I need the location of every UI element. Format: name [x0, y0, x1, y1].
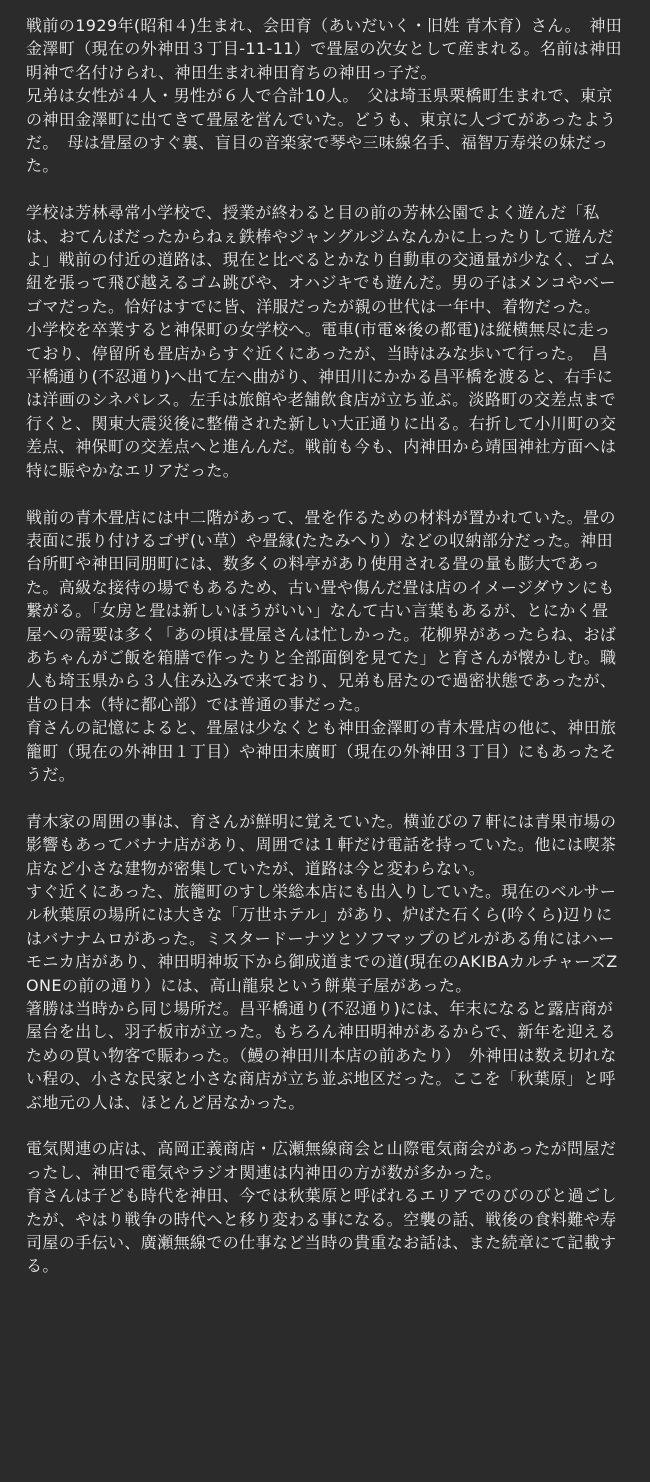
paragraph: 戦前の青木畳店には中二階があって、畳を作るための材料が置かれていた。畳の表面に張り付けるゴザ(い草）や畳縁(たたみへり）などの収納部分だった。神田台所町や神田同朋町には、数多くの料亭があり使用される畳の量も膨大であった。高級な接待の場でもあるため、古い畳や傷んだ畳は店のイメージダウンにも繋がる。「女房と畳は新しいほうがいい」なんて古い言葉もあるが、とにかく畳屋への需要は多く「あの頃は畳屋さんは忙しかった。花柳界があったらね、おばあちゃんがご飯を箱膳で作ったりと全部面倒を見てた」と育さんが懐かしむ。職人も埼玉県から３人住み込みで来ており、兄弟も居たので過密状態であったが、昔の日本（特に都心部）では普通の事だった。 [26, 507, 617, 714]
section-neighborhood [26, 810, 624, 1114]
section-birth [26, 14, 624, 178]
paragraph: 兄弟は女性が４人・男性が６人で合計10人。 父は埼玉県栗橋町生まれで、東京の神田金澤町に出てきて畳屋を営んでいた。どうも、東京に人づてがあったようだ。 母は畳屋のすぐ裏、盲目の音楽家で琴や三味線名手、福智万寿栄の妹だった。 [26, 86, 617, 176]
section-tatami-shop [26, 506, 624, 787]
paragraph: 学校は芳林尋常小学校で、授業が終わると目の前の芳林公園でよく遊んだ「私は、おてんばだったからねぇ鉄棒やジャングルジムなんかに上ったりして遊んだよ」戦前の付近の道路は、現在と比べるとかなり自動車の交通量が少なく、ゴム紐を張って飛び越えるゴム跳びや、オハジキでも遊んだ。男の子はメンコやベーゴマだった。恰好はすでに皆、洋服だったが親の世代は一年中、着物だった。 [26, 203, 617, 316]
paragraph: すぐ近くにあった、旅籠町のすし栄総本店にも出入りしていた。現在のベルサール秋葉原の場所には大きな「万世ホテル」があり、炉ばた石くら(吟くら)辺りにはバナナムロがあった。ミスタードーナツとソフマップのビルがある角にはハーモニカ店があり、神田明神坂下から御成道までの道(現在のAKIBAカルチャーズZONEの前の通り）には、高山龍泉という餅菓子屋があった。 [26, 881, 618, 995]
paragraph: 箸勝は当時から同じ場所だ。昌平橋通り(不忍通り)には、年末になると露店商が屋台を出し、羽子板市が立った。もちろん神田明神があるからで、新年を迎えるための買い物客で賑わった。（鰻の神田川本店の前あたり） 外神田は数え切れない程の、小さな民家と小さな商店が立ち並ぶ地区だった。ここを「秋葉原」と呼ぶ地元の人は、ほとんど居なかった。 [26, 999, 617, 1112]
paragraph: 育さんの記憶によると、畳屋は少なくとも神田金澤町の青木畳店の他に、神田旅籠町（現在の外神田１丁目）や神田末廣町（現在の外神田３丁目）にもあったそうだ。 [26, 718, 617, 784]
paragraph: 青木家の周囲の事は、育さんが鮮明に覚えていた。横並びの７軒には青果市場の影響もあってバナナ店があり、周囲では１軒だけ電話を持っていた。他には喫茶店など小さな建物が密集していたが、道路は今と変わらない。 [26, 811, 617, 878]
paragraph: 電気関連の店は、高岡正義商店・広瀬無線商会と山際電気商会があったが問屋だったし、神田で電気やラジオ関連は内神田の方が数が多かった。 [26, 1139, 617, 1182]
paragraph: 育さんは子ども時代を神田、今では秋葉原と呼ばれるエリアでのびのびと過ごしたが、やはり戦争の時代へと移り変わる事になる。空襲の話、戦後の食料難や寿司屋の手伝い、廣瀬無線での仕事など当時の貴重なお話は、また続章にて記載する。 [26, 1186, 617, 1276]
paragraph: 小学校を卒業すると神保町の女学校へ。電車(市電※後の都電)は縦横無尽に走っており、停留所も畳店からすぐ近くにあったが、当時はみな歩いて行った。 昌平橋通り(不忍通り)へ出て左へ曲がり、神田川にかかる昌平橋を渡ると、右手には洋画のシネパレス。左手は旅館や老舗飲食店が立ち並ぶ。淡路町の交差点まで行くと、関東大震災後に整備された新しい大正通りに出る。右折して小川町の交差点、神保町の交差点へと進んんだ。戦前も今も、内神田から靖国神社方面へは特に賑やかなエリアだった。 [26, 320, 617, 480]
section-electric-shops [26, 1137, 624, 1277]
section-school [26, 201, 624, 482]
paragraph: 戦前の1929年(昭和４)生まれ、会田育（あいだいく・旧姓 青木育）さん。 神田金澤町（現在の外神田３丁目-11-11）で畳屋の次女として産まれる。名前は神田明神で名付けられ、神田生まれ神田育ちの神田っ子だ。 [26, 16, 623, 82]
